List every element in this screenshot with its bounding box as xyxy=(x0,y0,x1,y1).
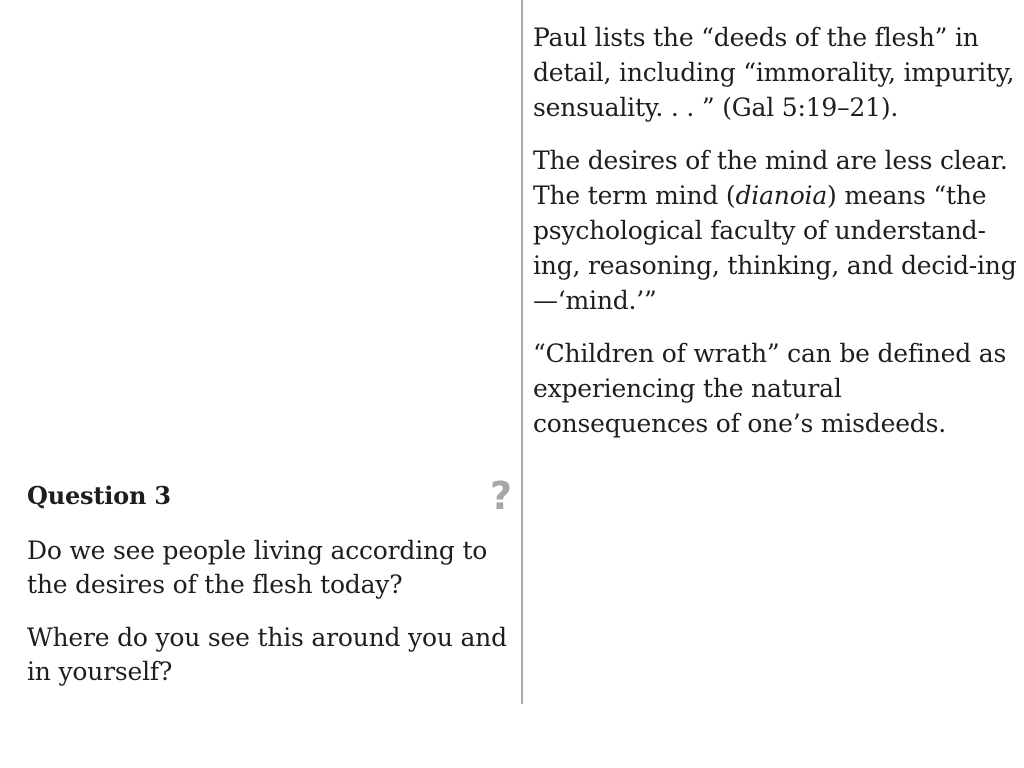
mind-text-after: ) means “the psychological faculty of understand-ing, reasoning, thinking, and decid-ing—‘mind.’” xyxy=(533,181,1017,315)
commentary-paragraph-flesh: Paul lists the “deeds of the flesh” in detail, including “immorality, impurity, sensuality. . . ” (Gal 5:19–21). xyxy=(533,23,1015,122)
question-paragraph-1: Do we see people living according to the desires of the flesh today? xyxy=(27,536,488,599)
question-block xyxy=(27,476,512,708)
column-divider xyxy=(521,0,523,704)
question-paragraph-2: Where do you see this around you and in yourself? xyxy=(27,623,507,686)
greek-term: dianoia xyxy=(735,181,828,210)
commentary-column xyxy=(533,20,1018,459)
question-mark-icon: ? xyxy=(489,474,512,518)
mind-text-before: The desires of the mind are less clear. The term mind ( xyxy=(533,146,1008,210)
question-header xyxy=(27,476,512,516)
question-title: Question 3 xyxy=(27,481,171,510)
commentary-paragraph-wrath: “Children of wrath” can be defined as experiencing the natural consequences of one’s misdeeds. xyxy=(533,339,1007,438)
commentary-paragraph-mind xyxy=(533,143,1018,318)
